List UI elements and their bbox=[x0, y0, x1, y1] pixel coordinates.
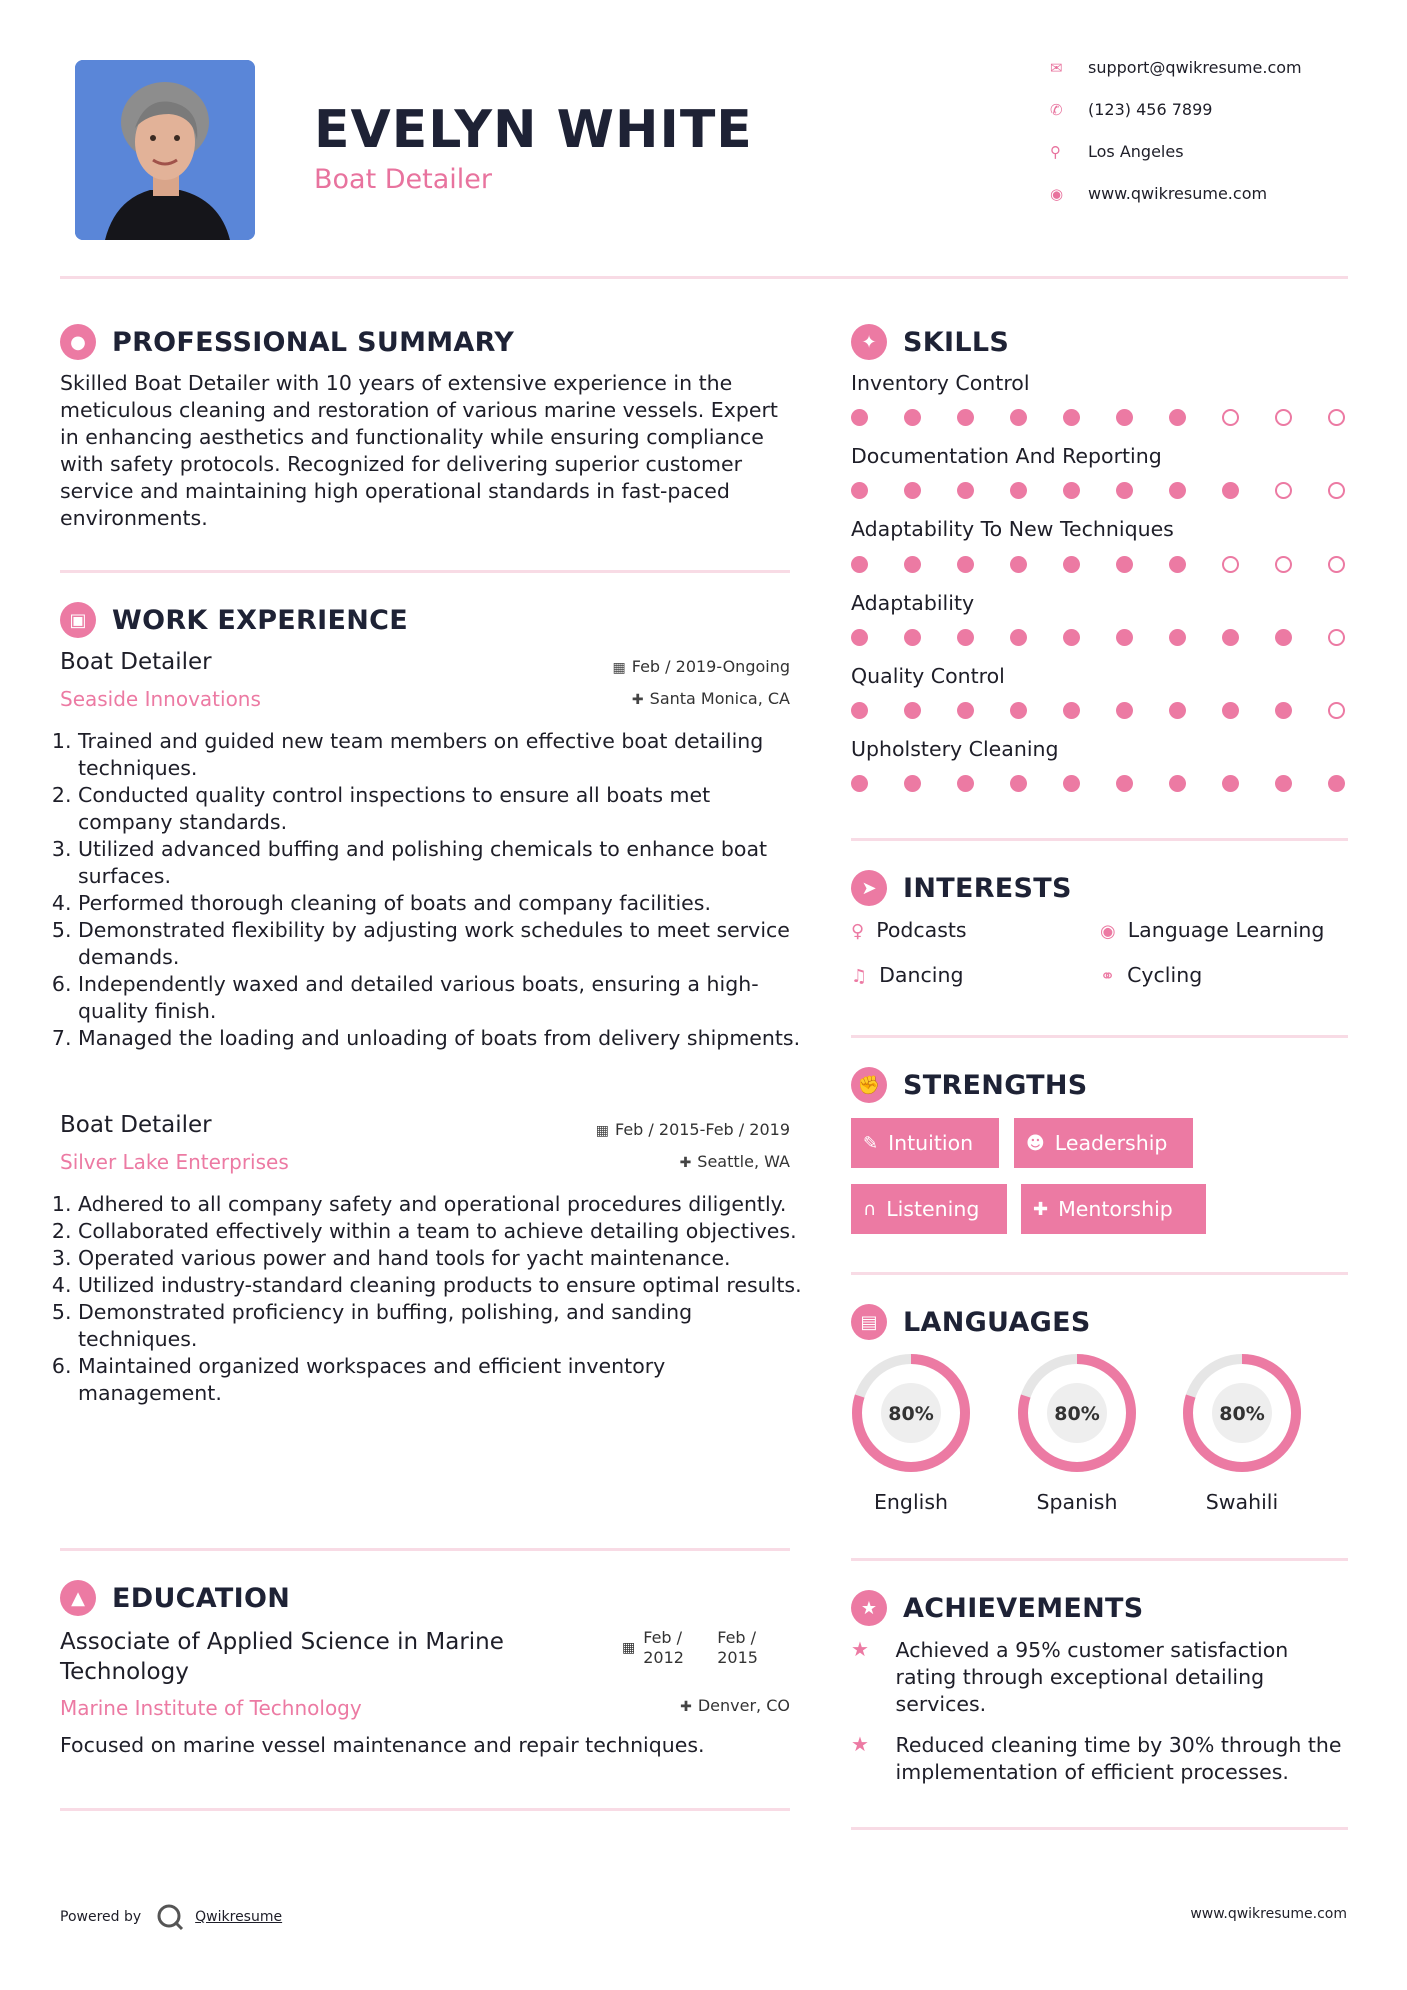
job-1-company: Seaside Innovations bbox=[60, 687, 261, 711]
job-1-duty: 1. Trained and guided new team members on effective boat detailing techniques. bbox=[78, 728, 808, 782]
job-1-date-text: Feb / 2019-Ongoing bbox=[631, 657, 790, 676]
interest-label: Cycling bbox=[1127, 963, 1203, 987]
language-progress-ring bbox=[850, 1352, 972, 1474]
group-icon: ☻ bbox=[1026, 1132, 1045, 1154]
calendar-icon: ▦ bbox=[612, 660, 626, 676]
skill-dot-empty bbox=[1328, 702, 1345, 719]
skill-rating bbox=[851, 482, 1381, 502]
skill-dot-filled bbox=[1063, 629, 1080, 646]
skill-dot-filled bbox=[1275, 629, 1292, 646]
skill-dot-filled bbox=[851, 556, 868, 573]
skill-rating bbox=[851, 629, 1381, 649]
skill-rating bbox=[851, 775, 1381, 795]
contact-location bbox=[1050, 140, 1184, 164]
education-divider bbox=[60, 1808, 790, 1811]
skill-dot-filled bbox=[1116, 482, 1133, 499]
language-percent: 80% bbox=[888, 1403, 934, 1425]
envelope-icon: ✉ bbox=[1050, 59, 1063, 77]
education-heading bbox=[60, 1578, 290, 1618]
phone-icon: ✆ bbox=[1050, 101, 1063, 119]
skill-dot-filled bbox=[1328, 775, 1345, 792]
summary-heading bbox=[60, 322, 514, 362]
user-icon: ● bbox=[60, 324, 96, 360]
qwikresume-logo-icon bbox=[155, 1902, 185, 1932]
skill-dot-filled bbox=[1010, 702, 1027, 719]
job-1-location bbox=[632, 689, 790, 708]
language-item bbox=[850, 1352, 972, 1514]
skill-dot-filled bbox=[957, 409, 974, 426]
strength-label: Mentorship bbox=[1058, 1197, 1173, 1221]
achievement-item bbox=[851, 1637, 1351, 1718]
job-2-duty: 4. Utilized industry-standard cleaning products to ensure optimal results. bbox=[78, 1272, 808, 1299]
job-2-location bbox=[680, 1152, 790, 1171]
education-heading-text: EDUCATION bbox=[112, 1582, 291, 1614]
skill-dot-empty bbox=[1275, 556, 1292, 573]
job-2-duty: 5. Demonstrated proficiency in buffing, polishing, and sanding techniques. bbox=[78, 1299, 808, 1353]
microphone-icon: ♀ bbox=[851, 921, 865, 942]
achievement-item bbox=[851, 1732, 1351, 1786]
languages-heading-text: LANGUAGES bbox=[903, 1306, 1091, 1338]
candidate-title: Boat Detailer bbox=[314, 164, 493, 195]
achievements-heading bbox=[851, 1588, 1144, 1628]
skill-dot-filled bbox=[1116, 775, 1133, 792]
music-note-icon: ♫ bbox=[851, 966, 868, 987]
skill-dot-filled bbox=[1169, 702, 1186, 719]
strengths-heading-text: STRENGTHS bbox=[903, 1069, 1088, 1101]
user-plus-icon: ✚ bbox=[1033, 1198, 1049, 1220]
translate-icon: ▤ bbox=[851, 1304, 887, 1340]
contact-website[interactable] bbox=[1050, 182, 1267, 206]
job-2-duty: 2. Collaborated effectively within a team to achieve detailing objectives. bbox=[78, 1218, 808, 1245]
skill-dot-filled bbox=[1169, 629, 1186, 646]
strength-tag bbox=[851, 1118, 999, 1168]
summary-divider bbox=[60, 570, 790, 573]
interest-item bbox=[851, 963, 963, 987]
skill-dot-filled bbox=[957, 556, 974, 573]
skill-dot-filled bbox=[1116, 556, 1133, 573]
bicycle-icon: ⚭ bbox=[1100, 966, 1116, 987]
lightbulb-icon: ✦ bbox=[851, 324, 887, 360]
skill-dot-filled bbox=[1010, 482, 1027, 499]
job-1-duty: 7. Managed the loading and unloading of boats from delivery shipments. bbox=[78, 1025, 808, 1052]
job-1-duties bbox=[60, 728, 808, 1052]
job-1-duty: 6. Independently waxed and detailed various boats, ensuring a high-quality finish. bbox=[78, 971, 808, 1025]
interests-heading bbox=[851, 868, 1072, 908]
job-2-duty: 3. Operated various power and hand tools for yacht maintenance. bbox=[78, 1245, 808, 1272]
language-item bbox=[1016, 1352, 1138, 1514]
skill-dot-filled bbox=[904, 556, 921, 573]
job-2-date-text: Feb / 2015-Feb / 2019 bbox=[615, 1120, 790, 1139]
skill-dot-filled bbox=[1010, 556, 1027, 573]
education-location bbox=[680, 1696, 790, 1715]
qwikresume-link[interactable]: Qwikresume bbox=[195, 1909, 283, 1925]
language-name: Swahili bbox=[1205, 1490, 1279, 1514]
skill-dot-filled bbox=[1063, 556, 1080, 573]
skill-dot-filled bbox=[1063, 775, 1080, 792]
skill-name: Upholstery Cleaning bbox=[851, 737, 1059, 761]
education-degree-line1: Associate of Applied Science in Marine bbox=[60, 1629, 504, 1655]
skill-dot-empty bbox=[1222, 409, 1239, 426]
experience-divider bbox=[60, 1548, 790, 1551]
language-name: English bbox=[873, 1490, 949, 1514]
languages-heading bbox=[851, 1302, 1091, 1342]
headphones-icon: ∩ bbox=[863, 1198, 877, 1220]
language-percent: 80% bbox=[1219, 1403, 1265, 1425]
education-dates bbox=[622, 1628, 758, 1668]
contact-phone[interactable] bbox=[1050, 98, 1212, 122]
skill-name: Documentation And Reporting bbox=[851, 444, 1162, 468]
job-2-company: Silver Lake Enterprises bbox=[60, 1150, 289, 1174]
shooting-star-icon: ★ bbox=[851, 1637, 869, 1661]
pushpin-icon: ✚ bbox=[679, 1155, 692, 1171]
candidate-name: EVELYN WHITE bbox=[314, 100, 753, 160]
languages-divider bbox=[851, 1558, 1348, 1561]
strength-tag bbox=[851, 1184, 1007, 1234]
calendar-icon: ▦ bbox=[595, 1123, 609, 1139]
job-1-title: Boat Detailer bbox=[60, 649, 212, 675]
skill-name: Quality Control bbox=[851, 664, 1005, 688]
skill-name: Adaptability To New Techniques bbox=[851, 517, 1174, 541]
education-date-start: Feb / 2012 bbox=[643, 1628, 684, 1667]
skill-dot-filled bbox=[1222, 482, 1239, 499]
experience-heading-text: WORK EXPERIENCE bbox=[112, 604, 408, 636]
experience-heading bbox=[60, 600, 408, 640]
job-2-location-text: Seattle, WA bbox=[697, 1152, 790, 1171]
skill-rating bbox=[851, 556, 1381, 576]
summary-heading-text: PROFESSIONAL SUMMARY bbox=[112, 326, 515, 358]
skill-dot-filled bbox=[1169, 482, 1186, 499]
skill-rating bbox=[851, 702, 1381, 722]
job-1-duty: 3. Utilized advanced buffing and polishing chemicals to enhance boat surfaces. bbox=[78, 836, 808, 890]
achievement-text: Reduced cleaning time by 30% through the implementation of efficient processes. bbox=[895, 1733, 1342, 1784]
interest-item bbox=[851, 918, 967, 942]
shooting-star-icon: ★ bbox=[851, 1732, 869, 1756]
header-divider bbox=[60, 276, 1348, 279]
skill-dot-filled bbox=[1116, 702, 1133, 719]
briefcase-icon: ▣ bbox=[60, 602, 96, 638]
skill-dot-filled bbox=[1169, 556, 1186, 573]
skill-dot-filled bbox=[1010, 629, 1027, 646]
skill-dot-filled bbox=[957, 482, 974, 499]
skill-dot-filled bbox=[1275, 702, 1292, 719]
job-2-duty: 1. Adhered to all company safety and operational procedures diligently. bbox=[78, 1191, 808, 1218]
footer-powered-by bbox=[60, 1902, 282, 1932]
education-location-text: Denver, CO bbox=[697, 1696, 790, 1715]
pushpin-icon: ✚ bbox=[680, 1699, 692, 1715]
achievement-text: Achieved a 95% customer satisfaction rating through exceptional detailing services. bbox=[895, 1638, 1289, 1716]
skill-dot-filled bbox=[851, 702, 868, 719]
skill-dot-filled bbox=[851, 775, 868, 792]
magic-wand-icon: ✎ bbox=[863, 1132, 879, 1154]
contact-phone-text: (123) 456 7899 bbox=[1088, 100, 1213, 119]
fist-icon: ✊ bbox=[851, 1067, 887, 1103]
skill-name: Inventory Control bbox=[851, 371, 1030, 395]
skill-dot-filled bbox=[851, 409, 868, 426]
skill-dot-filled bbox=[1222, 702, 1239, 719]
globe-icon: ◉ bbox=[1050, 185, 1064, 203]
language-item bbox=[1181, 1352, 1303, 1514]
skill-dot-filled bbox=[957, 629, 974, 646]
contact-website-text: www.qwikresume.com bbox=[1088, 184, 1268, 203]
skill-dot-filled bbox=[904, 775, 921, 792]
contact-location-text: Los Angeles bbox=[1088, 142, 1184, 161]
education-date-end: Feb / 2015 bbox=[717, 1628, 758, 1667]
job-1-duty: 4. Performed thorough cleaning of boats and company facilities. bbox=[78, 890, 808, 917]
skill-dot-empty bbox=[1275, 409, 1292, 426]
skill-dot-filled bbox=[1116, 409, 1133, 426]
education-degree bbox=[60, 1627, 504, 1687]
skill-dot-filled bbox=[904, 409, 921, 426]
strength-tag bbox=[1014, 1118, 1193, 1168]
profile-photo bbox=[75, 60, 255, 240]
strength-label: Listening bbox=[886, 1197, 980, 1221]
skill-dot-filled bbox=[1010, 409, 1027, 426]
interest-item bbox=[1100, 963, 1202, 987]
language-progress-ring bbox=[1016, 1352, 1138, 1474]
strengths-heading bbox=[851, 1065, 1088, 1105]
summary-text: Skilled Boat Detailer with 10 years of extensive experience in the meticulous cleaning and restoration of various marine vessels. Expert in enhancing aesthetics and functionality while ensuring compliance with safety protocols. Recognized for delivering superior customer service and maintaining high operational standards in fast-paced environments. bbox=[60, 371, 778, 530]
skill-dot-filled bbox=[851, 629, 868, 646]
skill-dot-filled bbox=[1222, 629, 1239, 646]
skill-rating bbox=[851, 409, 1381, 429]
strength-label: Intuition bbox=[888, 1131, 974, 1155]
contact-email-text: support@qwikresume.com bbox=[1088, 58, 1302, 77]
interest-label: Dancing bbox=[879, 963, 964, 987]
paper-plane-icon: ➤ bbox=[851, 870, 887, 906]
education-school: Marine Institute of Technology bbox=[60, 1696, 362, 1720]
calendar-icon: ▦ bbox=[622, 1640, 636, 1656]
skill-dot-filled bbox=[1275, 775, 1292, 792]
powered-by-label: Powered by bbox=[60, 1909, 142, 1925]
contact-email[interactable] bbox=[1050, 56, 1302, 80]
skill-dot-filled bbox=[1063, 409, 1080, 426]
education-degree-line2: Technology bbox=[60, 1659, 189, 1685]
education-description: Focused on marine vessel maintenance and repair techniques. bbox=[60, 1733, 705, 1757]
globe-icon: ◉ bbox=[1100, 921, 1116, 942]
skill-dot-empty bbox=[1328, 482, 1345, 499]
interests-heading-text: INTERESTS bbox=[903, 872, 1072, 904]
skill-dot-filled bbox=[1063, 702, 1080, 719]
job-2-date bbox=[596, 1120, 790, 1139]
strength-label: Leadership bbox=[1054, 1131, 1168, 1155]
skill-dot-filled bbox=[851, 482, 868, 499]
skill-dot-empty bbox=[1328, 409, 1345, 426]
interest-label: Language Learning bbox=[1127, 918, 1325, 942]
skill-dot-filled bbox=[1063, 482, 1080, 499]
skills-heading-text: SKILLS bbox=[903, 326, 1010, 358]
job-2-title: Boat Detailer bbox=[60, 1112, 212, 1138]
language-percent: 80% bbox=[1054, 1403, 1100, 1425]
skills-divider bbox=[851, 838, 1348, 841]
job-2-duty: 6. Maintained organized workspaces and efficient inventory management. bbox=[78, 1353, 808, 1407]
language-name: Spanish bbox=[1036, 1490, 1118, 1514]
footer-url[interactable]: www.qwikresume.com bbox=[1190, 1906, 1347, 1922]
skill-dot-empty bbox=[1328, 556, 1345, 573]
skill-dot-filled bbox=[904, 482, 921, 499]
location-pin-icon: ⚲ bbox=[1050, 143, 1061, 161]
skill-dot-filled bbox=[1222, 775, 1239, 792]
pushpin-icon: ✚ bbox=[631, 692, 644, 708]
achievements-divider bbox=[851, 1827, 1348, 1830]
skill-dot-empty bbox=[1328, 629, 1345, 646]
graduation-cap-icon: ▲ bbox=[60, 1580, 96, 1616]
interests-divider bbox=[851, 1035, 1348, 1038]
skill-dot-filled bbox=[904, 629, 921, 646]
skill-dot-filled bbox=[957, 702, 974, 719]
interest-item bbox=[1100, 918, 1324, 942]
star-badge-icon: ★ bbox=[851, 1590, 887, 1626]
skill-dot-filled bbox=[957, 775, 974, 792]
job-1-duty: 5. Demonstrated flexibility by adjusting work schedules to meet service demands. bbox=[78, 917, 808, 971]
skill-dot-empty bbox=[1222, 556, 1239, 573]
strengths-divider bbox=[851, 1272, 1348, 1275]
job-1-date bbox=[613, 657, 790, 676]
job-2-duties bbox=[60, 1191, 808, 1407]
achievements-heading-text: ACHIEVEMENTS bbox=[903, 1592, 1144, 1624]
skill-dot-filled bbox=[904, 702, 921, 719]
skill-name: Adaptability bbox=[851, 591, 975, 615]
strength-tag bbox=[1021, 1184, 1206, 1234]
skill-dot-empty bbox=[1275, 482, 1292, 499]
skills-heading bbox=[851, 322, 1009, 362]
language-progress-ring bbox=[1181, 1352, 1303, 1474]
skill-dot-filled bbox=[1169, 775, 1186, 792]
skill-dot-filled bbox=[1010, 775, 1027, 792]
interest-label: Podcasts bbox=[876, 918, 967, 942]
skill-dot-filled bbox=[1169, 409, 1186, 426]
skill-dot-filled bbox=[1116, 629, 1133, 646]
job-1-location-text: Santa Monica, CA bbox=[649, 689, 790, 708]
job-1-duty: 2. Conducted quality control inspections to ensure all boats met company standards. bbox=[78, 782, 808, 836]
